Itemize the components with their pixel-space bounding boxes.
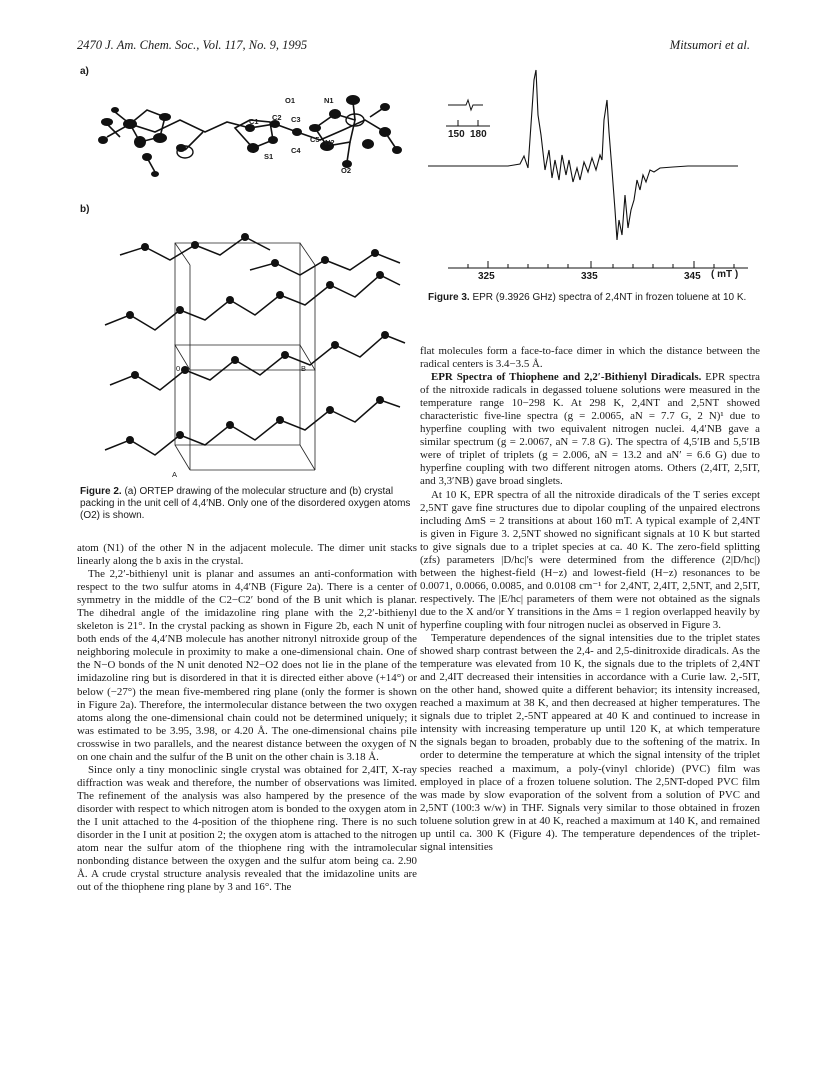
atom-label-c1: C1: [249, 117, 259, 126]
figure2-panel-a-label: a): [80, 66, 89, 77]
figure2-panel-b-label: b): [80, 204, 90, 215]
figure2-caption: [80, 486, 415, 522]
x-tick-325: 325: [478, 271, 495, 282]
figure2-caption-text: (a) ORTEP drawing of the molecular structure and (b) crystal packing in the unit cell of 4,4′NB. Only one of the disordered oxygen atoms (O2) is shown.: [80, 486, 411, 521]
epr-section-heading: EPR Spectra of Thiophene and 2,2′-Bithienyl Diradicals.: [431, 371, 702, 384]
atom-label-n2: N2: [325, 138, 335, 147]
figure2-caption-label: Figure 2.: [80, 486, 122, 497]
atom-label-n1: N1: [324, 96, 334, 105]
inset-tick-150: 150: [448, 129, 465, 140]
cell-label-origin: 0: [176, 364, 181, 373]
x-axis-unit: ( mT ): [711, 269, 739, 280]
left-paragraph-3: Since only a tiny monoclinic single crystal was obtained for 2,4IT, X-ray diffraction was weak and therefore, the number of observations was limited. The refinement of the analysis was also hampered by the presence of the disorder with respect to which nitrogen atom is bonded to the oxygen atom in the I unit attached to the 4-position of the thiophene ring. There is no such disorder in the I unit at position 2; the oxygen atom is attached to the nitrogen atom near the sulfur atom of the thiophene ring with the intramolecular nonbonding distance between the oxygen and the sulfur atom being ca. 2.90 Å. A crude crystal structure analysis revealed that the imidazoline units are out of the thiophene ring plane by 3 and 16°. The: [77, 763, 417, 894]
epr-section-body: EPR spectra of the nitroxide radicals in degassed toluene solutions were measured in the temperature range 10−298 K. At 298 K, 2,4NT and 2,5NT showed characteristic five-line spectra (g = 2.0065, aN = 7.7 G, 2 N)¹ due to hyperfine coupling with two equivalent nitrogen nuclei. 4,4′NB gave a similar spectrum (g = 2.0067, aN = 7.8 G). The spectra of 4,5′IB and 5,5′IB were of triplet of triplets (g = 2.006, aN = 13.2 and aN′ = 6.6 G) due to hyperfine coupling with two different nitrogen atoms. Others (2,4IT, 2,5IT, and 3,3′NB) gave broad singlets.: [420, 371, 760, 488]
right-intro-paragraph: flat molecules form a face-to-face dimer in which the distance between the radical centers is 3.4−3.5 Å.: [420, 345, 760, 371]
x-tick-335: 335: [581, 271, 598, 282]
right-paragraph-3: Temperature dependences of the signal intensities due to the triplet states showed sharp contrast between the 2,4- and 2,5-dinitroxide diradicals. As the temperature was elevated from 10 K, the signals due to the triplets of 2,4NT and 2,4IT decreased their intensities in accordance with a Curie law. 2,-5IT, on the other hand, showed quite a different behavior; its intensity increased, reached a maximum at 38 K, and then decreased at higher temperatures. The signals due to triplet 2,-5NT appeared at 40 K and continued to increase in intensity with increasing temperature up until 120 K, at which temperature the signals began to broaden, probably due to the softening of the matrix. In order to determine the temperature at which the signal intensity of the triplet species reached a maximum, a poly-(vinyl chloride) (PVC) film was employed in place of a frozen toluene solution. The 2,5NT-doped PVC film was made by slow evaporation of the solvent from a solution of PVC and 2,5NT (100:3 w/w) in THF. Signals very similar to those obtained in frozen toluene solution grew in at 40 K, reached a maximum at 140 K, and remained up until ca. 300 K (Figure 4). The temperature dependences of the triplet-signal intensities: [420, 632, 760, 853]
atom-label-o2: O2: [341, 166, 352, 175]
running-header-right: Mitsumori et al.: [669, 38, 750, 52]
x-tick-345: 345: [684, 271, 701, 282]
left-column-text: [77, 542, 417, 894]
left-paragraph-2: The 2,2′-bithienyl unit is planar and assumes an anti-conformation with respect to the two sulfur atoms in 4,4′NB (Figure 2a). There is a center of symmetry in the middle of the C2−C2′ bond of the B unit which is planar. The dihedral angle of the imidazoline ring plane with the 2,2′-bithienyl skeleton is 21°. In the crystal packing as shown in Figure 2b, each N unit of both ends of the 4,4′NB molecule has another nitronyl nitroxide group of the neighboring molecule in proximity to make a one-dimensional chain. One of the N−O bonds of the N unit denoted N2−O2 does not lie in the plane of the imidazoline ring but is disordered in that it is directed either above (+14°) or below (−27°) the mean five-membered ring plane (only the former is shown in Figure 2a). Therefore, the intermolecular distance between the two oxygen atoms along the one-dimensional chain could not be determined uniquely; it was estimated to be 3.95, 3.98, or 4.20 Å. The one-dimensional chains pile crosswise in two parallels, and the nearest distance between the oxygen of N on one chain and the sulfur of the B unit on the other chain is 3.18 Å.: [77, 568, 417, 763]
atom-label-c5: C5: [310, 135, 320, 144]
figure3-caption-text: EPR (9.3926 GHz) spectra of 2,4NT in frozen toluene at 10 K.: [472, 292, 747, 303]
running-header-left: 2470 J. Am. Chem. Soc., Vol. 117, No. 9, 1995: [77, 38, 308, 52]
right-paragraph-2: At 10 K, EPR spectra of all the nitroxide diradicals of the T series except 2,5NT gave fine structures due to dipolar coupling of the unpaired electrons including ΔmS = 2 transitions at about 160 mT. A typical example of 2,4NT is given in Figure 3. 2,5NT showed no significant signals at 10 K but started to give signals due to a triplet species at ca. 40 K. The zero-field splitting (zfs) parameters |D/hc|'s were determined from the difference (2|D/hc|) between the highest-field (H−z) and lowest-field (H−z) resonances to be 0.0071, 0.0066, 0.0085, and 0.0108 cm⁻¹ for 2,4NT, 2,4IT, 2,5NT, and 2,5IT, respectively. The |E/hc| parameters of them were not obtained as the signals due to the X and/or Y transitions in the Δms = 1 region overlapped heavily by hyperfine coupling with four nitrogen nuclei as observed in Figure 3.: [420, 488, 760, 631]
cell-label-a: A: [172, 470, 178, 479]
right-column-text: [420, 345, 760, 854]
atom-label-s1: S1: [264, 152, 274, 161]
crystal-packing-drawing: [100, 225, 410, 480]
epr-section-paragraph: [420, 371, 760, 488]
atom-label-c2: C2: [272, 113, 282, 122]
cell-label-b: B: [301, 364, 307, 373]
epr-spectrum-plot: [428, 60, 758, 285]
figure3-caption: [428, 292, 758, 304]
atom-label-o1: O1: [285, 96, 296, 105]
ortep-molecule-drawing: [85, 62, 415, 192]
inset-tick-180: 180: [470, 129, 487, 140]
atom-label-c3: C3: [291, 115, 301, 124]
left-paragraph-1: atom (N1) of the other N in the adjacent molecule. The dimer unit stacks linearly along the b axis in the crystal.: [77, 542, 417, 568]
atom-label-c4: C4: [291, 146, 301, 155]
figure3-caption-label: Figure 3.: [428, 292, 470, 303]
